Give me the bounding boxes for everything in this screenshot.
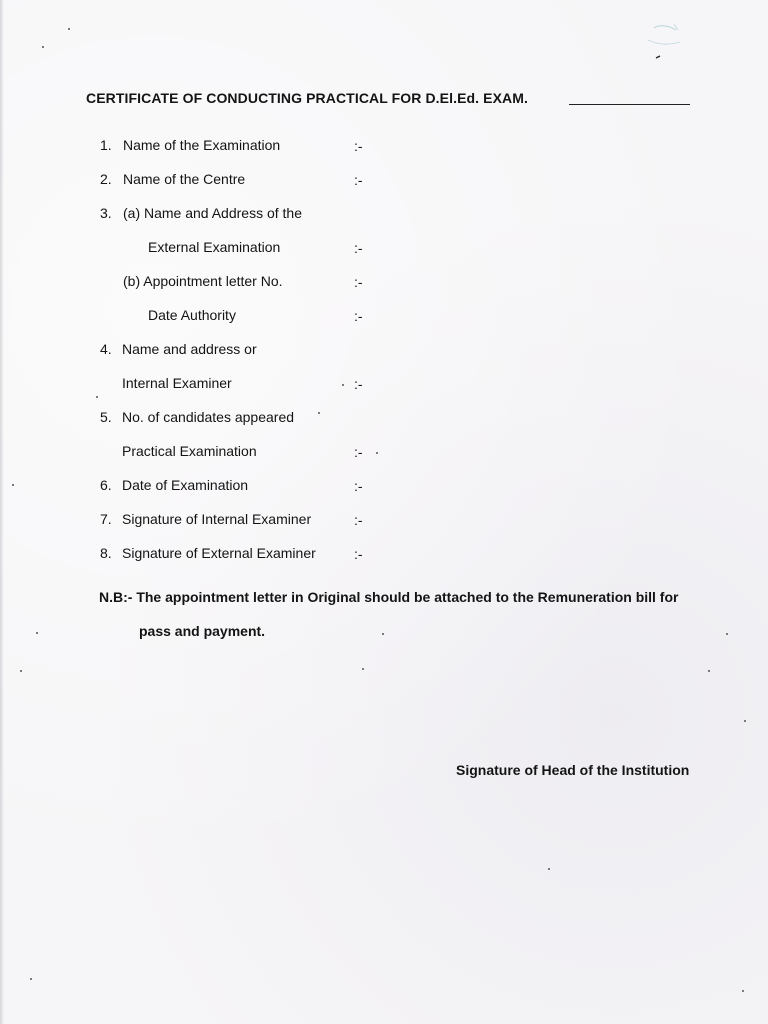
item-2-colon: :-: [354, 172, 363, 188]
item-2-label: Name of the Centre: [123, 171, 246, 187]
item-6-label: Date of Examination: [122, 477, 249, 493]
scan-speck: [12, 484, 14, 486]
scan-speck: [36, 632, 38, 634]
scan-speck: [744, 720, 746, 722]
scan-speck: [30, 978, 32, 980]
title-blank-line: [569, 104, 690, 105]
note-line-2: pass and payment.: [139, 623, 266, 639]
scan-speck: [548, 868, 550, 870]
scan-edge-shadow: [0, 0, 4, 1024]
scan-speck: [376, 452, 378, 454]
item-3-number: 3.: [100, 205, 112, 221]
item-5-label-line1: No. of candidates appeared: [122, 409, 295, 425]
item-3a-colon: :-: [354, 240, 363, 256]
item-3b-colon-2: :-: [354, 308, 363, 324]
item-6-number: 6.: [100, 477, 112, 493]
item-1-colon: :-: [354, 138, 363, 154]
scan-speck: [68, 28, 70, 30]
certificate-title: CERTIFICATE OF CONDUCTING PRACTICAL FOR D.El.Ed. EXAM.: [86, 90, 528, 106]
item-4-label-line2: Internal Examiner: [122, 375, 232, 391]
item-1-number: 1.: [100, 137, 112, 153]
scan-speck: [96, 396, 98, 398]
item-2-number: 2.: [100, 171, 112, 187]
item-8-number: 8.: [100, 545, 112, 561]
item-8-colon: :-: [354, 546, 363, 562]
faint-stamp-mark: [640, 14, 698, 62]
scan-speck: [318, 412, 320, 414]
scan-speck: [742, 990, 744, 992]
scan-speck: [20, 670, 22, 672]
item-5-colon: :-: [354, 444, 363, 460]
item-3b-colon-1: :-: [354, 274, 363, 290]
item-3b-label-line1: (b) Appointment letter No.: [123, 273, 283, 289]
item-4-colon: :-: [354, 376, 363, 392]
scan-speck: [362, 668, 364, 670]
note-line-1: N.B:- The appointment letter in Original should be attached to the Remuneration bill for: [99, 589, 679, 605]
item-7-label: Signature of Internal Examiner: [122, 511, 312, 527]
head-signature-label: Signature of Head of the Institution: [456, 762, 690, 778]
item-1-label: Name of the Examination: [123, 137, 281, 153]
scan-speck: [342, 384, 344, 386]
item-7-number: 7.: [100, 511, 112, 527]
scan-speck: [382, 633, 384, 635]
item-3a-label-line1: (a) Name and Address of the: [123, 205, 302, 221]
scan-speck: [708, 670, 710, 672]
scan-speck: [726, 633, 728, 635]
item-3a-label-line2: External Examination: [148, 239, 281, 255]
item-7-colon: :-: [354, 512, 363, 528]
item-4-label-line1: Name and address or: [122, 341, 257, 357]
item-8-label: Signature of External Examiner: [122, 545, 316, 561]
scan-speck: [42, 46, 44, 48]
item-5-number: 5.: [100, 409, 112, 425]
item-5-label-line2: Practical Examination: [122, 443, 257, 459]
item-6-colon: :-: [354, 478, 363, 494]
item-3b-label-line2: Date Authority: [148, 307, 236, 323]
item-4-number: 4.: [100, 341, 112, 357]
